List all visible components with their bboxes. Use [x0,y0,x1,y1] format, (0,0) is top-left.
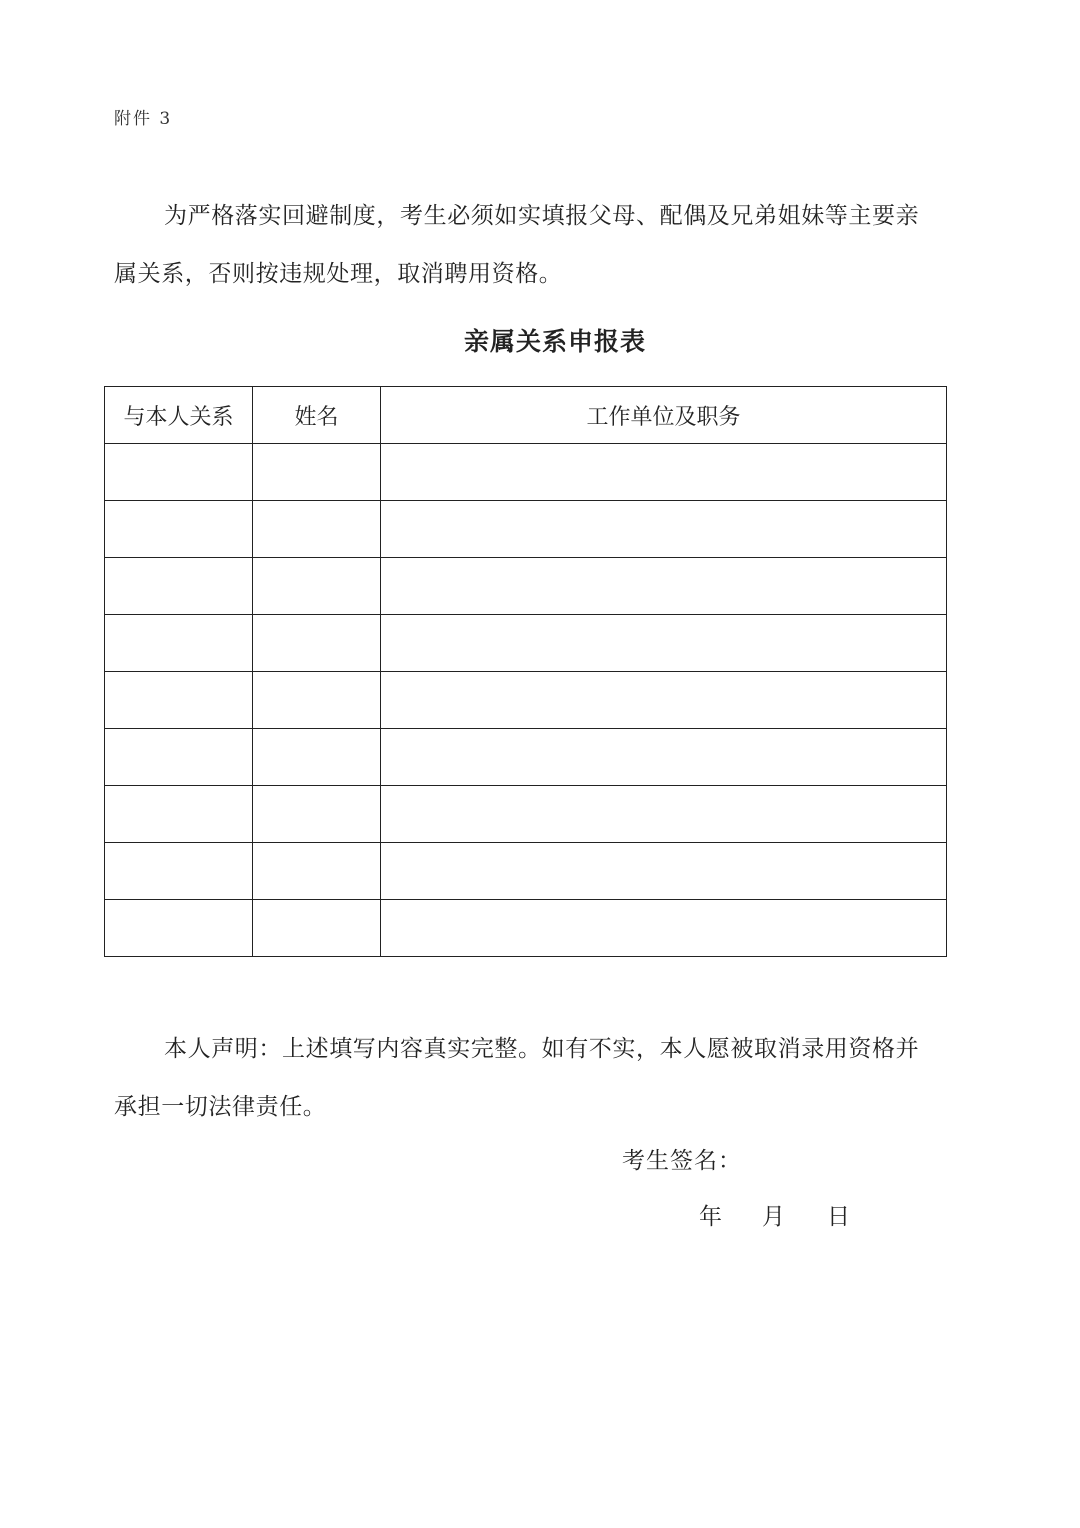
table-row [105,900,947,957]
name-cell[interactable] [253,900,381,957]
relationship-cell[interactable] [105,843,253,900]
relatives-table [104,386,947,957]
relationship-cell[interactable] [105,444,253,501]
table-row [105,615,947,672]
table-header-row [105,387,947,444]
date-year-label: 年 [699,1204,722,1230]
workplace-cell[interactable] [381,672,947,729]
table-row [105,558,947,615]
declaration-text: 本人声明：上述填写内容真实完整。如有不实，本人愿被取消录用资格并承担一切法律责任。 [114,1036,920,1120]
date-day-label: 日 [827,1204,850,1230]
relationship-cell[interactable] [105,786,253,843]
relationship-cell[interactable] [105,615,253,672]
table-row [105,843,947,900]
workplace-cell[interactable] [381,444,947,501]
header-workplace-position: 工作单位及职务 [381,387,947,444]
relationship-cell[interactable] [105,501,253,558]
intro-paragraph [114,187,924,303]
name-cell[interactable] [253,672,381,729]
name-cell[interactable] [253,444,381,501]
name-cell[interactable] [253,501,381,558]
name-cell[interactable] [253,558,381,615]
attachment-label: 附件 3 [114,109,173,129]
date-month-label: 月 [762,1204,785,1230]
intro-text: 为严格落实回避制度，考生必须如实填报父母、配偶及兄弟姐妹等主要亲属关系，否则按违规处理，取消聘用资格。 [114,203,920,287]
name-cell[interactable] [253,615,381,672]
declaration-paragraph [114,1020,924,1136]
workplace-cell[interactable] [381,900,947,957]
relationship-cell[interactable] [105,672,253,729]
header-relationship: 与本人关系 [105,387,253,444]
table-row [105,444,947,501]
workplace-cell[interactable] [381,501,947,558]
workplace-cell[interactable] [381,558,947,615]
name-cell[interactable] [253,786,381,843]
name-cell[interactable] [253,729,381,786]
table-row [105,729,947,786]
name-cell[interactable] [253,843,381,900]
workplace-cell[interactable] [381,615,947,672]
header-name: 姓名 [253,387,381,444]
table-row [105,501,947,558]
relationship-cell[interactable] [105,729,253,786]
table-title: 亲属关系申报表 [463,327,646,356]
signature-label: 考生签名： [622,1148,742,1174]
workplace-cell[interactable] [381,729,947,786]
relationship-cell[interactable] [105,900,253,957]
workplace-cell[interactable] [381,843,947,900]
table-row [105,672,947,729]
table-row [105,786,947,843]
workplace-cell[interactable] [381,786,947,843]
relationship-cell[interactable] [105,558,253,615]
